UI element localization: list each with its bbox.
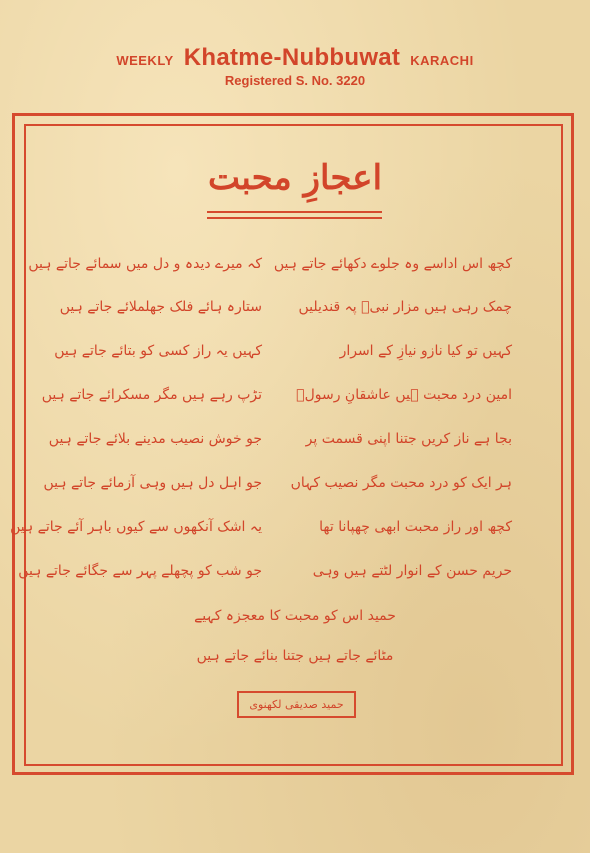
- poem-title: اعجازِ محبت: [207, 158, 383, 198]
- verse-right-6: ہر ایک کو درد محبت مگر نصیب کہاں: [290, 475, 512, 491]
- author-name: حمید صدیقی لکھنوی: [249, 698, 344, 711]
- verse-right-2: چمک رہی ہیں مزار نبیؐ پہ قندیلیں: [298, 299, 512, 315]
- verse-right-8: حریم حسن کے انوار لٹتے ہیں وہی: [312, 563, 512, 579]
- closing-verse-1: حمید اس کو محبت کا معجزہ کہیے: [194, 608, 396, 624]
- verse-left-6: جو اہل دل ہیں وہی آزمائے جاتے ہیں: [43, 475, 262, 491]
- verse-right-3: کہیں تو کیا نازو نیازِ کے اسرار: [339, 343, 512, 359]
- title-underline-top: [207, 211, 382, 213]
- verse-right-7: کچھ اور راز محبت ابھی چھپانا تھا: [319, 519, 512, 535]
- verse-right-5: بجا ہے ناز کریں جتنا اپنی قسمت پر: [305, 431, 512, 447]
- masthead-weekly: WEEKLY: [116, 53, 174, 68]
- verse-left-5: جو خوش نصیب مدینے بلائے جاتے ہیں: [48, 431, 262, 447]
- verse-left-1: کہ میرے دیدہ و دل میں سمائے جاتے ہیں: [28, 256, 262, 272]
- title-underline-bottom: [207, 217, 382, 219]
- newspaper-name: Khatme-Nubbuwat: [183, 44, 401, 71]
- verse-right-1: کچھ اس اداسے وہ جلوے دکھائے جاتے ہیں: [273, 256, 512, 272]
- author-box: [237, 691, 356, 718]
- verse-left-4: تڑپ رہے ہیں مگر مسکرائے جاتے ہیں: [41, 387, 262, 403]
- verse-left-2: ستارہ ہائے فلک جھلملائے جاتے ہیں: [59, 299, 262, 315]
- verse-right-4: امین درد محبت ہیں عاشقانِ رسولؐ: [296, 387, 512, 403]
- masthead-line: [0, 44, 590, 72]
- masthead-city: KARACHI: [410, 53, 474, 68]
- closing-verse-2: مٹائے جاتے ہیں جتنا بنائے جاتے ہیں: [196, 648, 394, 664]
- masthead: [0, 44, 590, 88]
- verse-left-3: کہیں یہ راز کسی کو بتائے جاتے ہیں: [54, 343, 262, 359]
- verse-left-8: جو شب کو پچھلے پہر سے جگائے جاتے ہیں: [18, 563, 262, 579]
- verse-left-7: یہ اشک آنکھوں سے کیوں باہر آئے جاتے ہیں: [10, 519, 262, 535]
- registration-number: Registered S. No. 3220: [224, 73, 366, 88]
